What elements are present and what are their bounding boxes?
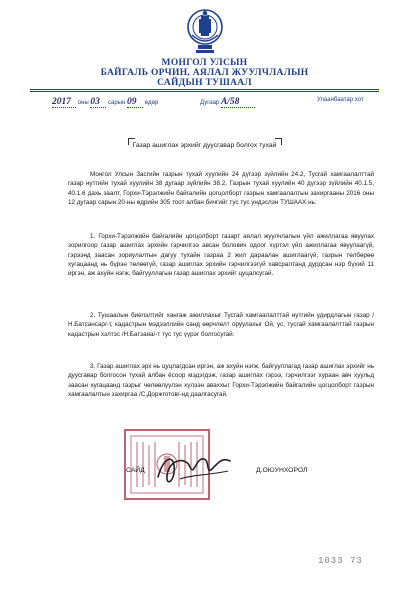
header-divider-bottom bbox=[30, 91, 379, 92]
document-title: Газар ашиглах эрхийг дуусгавар болгох тухай bbox=[132, 142, 277, 149]
header-line-2: БАЙГАЛЬ ОРЧИН, АЯЛАЛ ЖУУЛЧЛАЛЫН bbox=[100, 68, 309, 78]
order-number: А/58 bbox=[220, 97, 240, 107]
order-number-label: Дугаар bbox=[200, 100, 220, 106]
document-serial-number: 1033 73 bbox=[318, 556, 363, 566]
header-divider-top bbox=[30, 89, 379, 90]
header-line-3: САЙДЫН ТУШААЛ bbox=[157, 78, 252, 88]
signer-title: САЙД bbox=[126, 467, 145, 474]
date-month: 03 bbox=[90, 97, 100, 107]
date-year-suffix: оны bbox=[77, 100, 89, 106]
date-day: 09 bbox=[126, 97, 137, 107]
date-month-suffix: сарын bbox=[107, 100, 126, 106]
city-label: Улаанбаатар хот bbox=[317, 97, 364, 103]
order-item-3: 3. Газар ашиглах эрх нь цуцлагдсан иргэн, аж ахуйн нэгж, байгууллагад газар ашиглах эрхийг нь дуусгавар болгосон тухай албан ёсоор мэдэгдэж, газар ашиглах гэрээ, гэрчилгээг хураан авч хуульд заасан хугацаанд газрыг чөлөөлүүлэн хүлээн аваххыг Горхи-Тэрэлжийн байгалийн цогцолборт газрын хамгаалалтын захиргаа /С.Доржготов/-нд даалгасугай. bbox=[68, 363, 374, 398]
signer-name: Д.ОЮУНХОРОЛ bbox=[256, 467, 308, 474]
order-number-field bbox=[200, 97, 255, 111]
order-item-2: 2. Тушаалын биелэлтийг хангаж ажиллахыг Тусгай хамгаалалттай нутгийн удирдлагын газар /Н.Батсансар/-т, кадастрын мэдээллийн санд өөрчлөлт оруулахыг Ой, ус, тусгай хамгаалалттай газрын кадастрын хэлтэс /Н.Батзаяа/-т тус тус үүрэг болгосугай. bbox=[68, 312, 374, 338]
handwritten-signature-icon bbox=[150, 445, 240, 495]
date-field bbox=[52, 97, 158, 111]
date-year: 2017 bbox=[52, 97, 71, 107]
order-item-1: 1. Горхи-Тэрэлжийн байгалийн цогцолборт газарт аялал жуулчлалын үйл ажиллагаа явуулах зорилгоор газар ашиглах эрхийн гэрчилгээ авсан болович одоог хүртэл үйл ажиллагаа явуулаагүй, гэрээнд заасан зориулалтын дагуу тухайн газраа 2 жил дараалан ашиглаагүй, газрын төлбөрөө хугацаанд нь бүрэн төлөөгүй, газар ашиглах эрхийн гэрчилгээгүй хавсралтанд дурдсан нэр бүхий 11 иргэн, аж ахуйн нэгж, байгууллагын газар ашиглах эрхийг цуцалсугай. bbox=[68, 233, 374, 278]
date-day-suffix: өдөр bbox=[144, 100, 159, 106]
state-emblem-icon bbox=[186, 5, 224, 55]
preamble-paragraph: Монгол Улсын Засгийн газрын тухай хуулийн 24 дүгээр зүйлийн 24.2, Тусгай хамгаалалттай газар нутгийн тухай хуулийн 38 дугаар зүйлийн 38.2, Газрын тухай хуулийн 40 дүгээр зүйлийн 40.1.5, 40.1.6 дахь заалт, Горхи-Тэрэлжийн байгалийн цогцолборт газрын хамгаалалтын захиргааны 2016 оны 12 дугаар сарын 20-ны өдрийн 305 тоот албан бичгийг тус тус үндэслэн ТУШААХ нь: bbox=[68, 171, 374, 206]
header-line-1: МОНГОЛ УЛСЫН bbox=[161, 58, 248, 68]
